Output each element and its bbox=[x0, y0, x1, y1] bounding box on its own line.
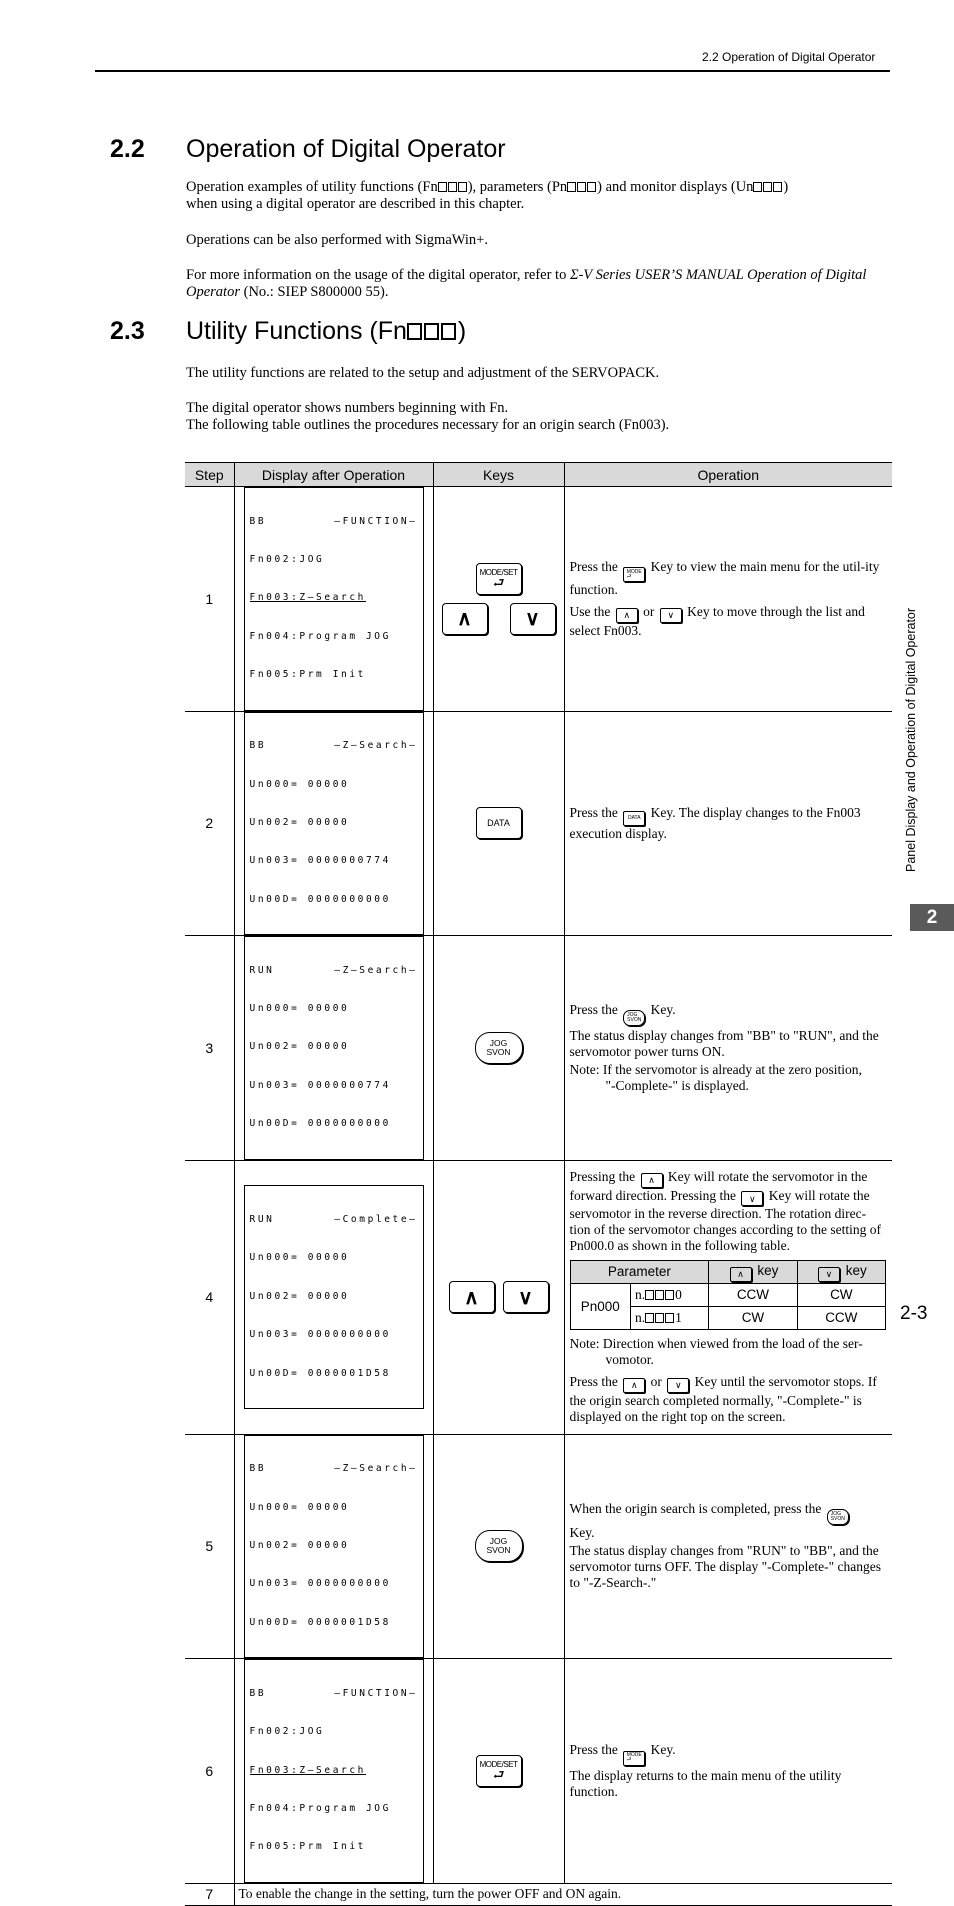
subtable-header-parameter: Parameter bbox=[570, 1261, 709, 1284]
param-value: n. 0 bbox=[630, 1284, 708, 1307]
up-key-icon: ∧ bbox=[616, 608, 638, 623]
operation-text: To enable the change in the setting, turn the power OFF and ON again. bbox=[234, 1883, 892, 1905]
mode-set-key-icon: MODE ⮐ bbox=[623, 1751, 645, 1766]
down-key-icon: ∨ bbox=[667, 1378, 689, 1393]
table-row-step-1 bbox=[185, 487, 892, 712]
up-direction: CW bbox=[709, 1307, 797, 1330]
running-header: 2.2 Operation of Digital Operator bbox=[702, 50, 876, 64]
mode-set-key-icon: MODE ⮐ bbox=[623, 567, 645, 582]
step-number: 2 bbox=[185, 711, 234, 936]
table-row-step-4 bbox=[185, 1160, 892, 1434]
subtable-header-down-key: ∨ key bbox=[797, 1261, 885, 1284]
subtable-param-name: Pn000 bbox=[570, 1284, 630, 1330]
up-key[interactable]: ∧ bbox=[449, 1281, 495, 1313]
data-key-icon: DATA bbox=[623, 811, 645, 826]
lcd-display: RUN –Z–Search– Un000= 00000 Un002= 00000 Un003= 0000000774 Un00D= 0000000000 bbox=[244, 936, 424, 1160]
up-key-icon: ∧ bbox=[641, 1173, 663, 1188]
table-row-step-3 bbox=[185, 936, 892, 1161]
operation-text: Press the MODE ⮐ Key to view the main menu for the util-ity function. Use the ∧ or ∨ Key to move through the list and select Fn003. bbox=[564, 487, 892, 712]
col-header-step: Step bbox=[185, 463, 234, 487]
section-2-3-paragraph-2: The digital operator shows numbers beginning with Fn. The following table outlines the procedures necessary for an origin search (Fn003). bbox=[186, 400, 670, 433]
operation-text: Press the JOG SVON Key. The status display changes from "BB" to "RUN", and the servomotor power turns ON. Note: If the servomotor is already at the zero position, "-Complete-" is displayed. bbox=[564, 936, 892, 1161]
header-rule bbox=[95, 70, 890, 72]
step-number: 7 bbox=[185, 1883, 234, 1905]
table-row-step-2 bbox=[185, 711, 892, 936]
table-header-row bbox=[185, 463, 892, 487]
subtable-header-up-key: ∧ key bbox=[709, 1261, 797, 1284]
up-key-icon: ∧ bbox=[623, 1378, 645, 1393]
down-key[interactable]: ∨ bbox=[510, 603, 556, 635]
jog-svon-key-icon: JOG SVON bbox=[827, 1509, 849, 1525]
col-header-keys: Keys bbox=[433, 463, 564, 487]
data-key[interactable]: DATA bbox=[476, 807, 522, 839]
rotation-direction-table bbox=[570, 1260, 887, 1330]
jog-svon-key[interactable]: JOG SVON bbox=[475, 1032, 523, 1064]
operation-text: Press the DATA Key. The display changes to the Fn003 execution display. bbox=[564, 711, 892, 936]
section-2-3-paragraph-1: The utility functions are related to the setup and adjustment of the SERVOPACK. bbox=[186, 365, 660, 381]
step-number: 4 bbox=[185, 1160, 234, 1434]
down-direction: CCW bbox=[797, 1307, 885, 1330]
table-row-step-5 bbox=[185, 1434, 892, 1659]
down-key[interactable]: ∨ bbox=[503, 1281, 549, 1313]
operation-text: When the origin search is completed, press the JOG SVON Key. The status display changes from "RUN" to "BB", and the servomotor turns OFF. The display "-Complete-" changes to "-Z-Search-." bbox=[564, 1434, 892, 1659]
table-row-step-6 bbox=[185, 1659, 892, 1884]
step-number: 1 bbox=[185, 487, 234, 712]
section-2-3-title: Utility Functions (Fn ) bbox=[186, 317, 467, 345]
subtable-header-row bbox=[570, 1261, 886, 1284]
step-number: 6 bbox=[185, 1659, 234, 1884]
down-direction: CW bbox=[797, 1284, 885, 1307]
lcd-display: BB –Z–Search– Un000= 00000 Un002= 00000 Un003= 0000000774 Un00D= 0000000000 bbox=[244, 712, 424, 936]
section-2-2-number: 2.2 bbox=[110, 135, 145, 163]
jog-svon-key-icon: JOG SVON bbox=[623, 1010, 645, 1026]
step-number: 5 bbox=[185, 1434, 234, 1659]
chapter-tab: 2 bbox=[910, 904, 954, 931]
down-key-icon: ∨ bbox=[660, 608, 682, 623]
col-header-operation: Operation bbox=[564, 463, 892, 487]
section-2-2-paragraph-1: Operation examples of utility functions (Fn ), parameters (Pn ) and monitor displays (Un ) when using a digital operator are described in this chapter. bbox=[186, 179, 789, 212]
origin-search-steps-table bbox=[185, 462, 892, 1906]
lcd-display: BB –FUNCTION– Fn002:JOG Fn003:Z–Search Fn004:Program JOG Fn005:Prm Init bbox=[244, 487, 424, 711]
down-key-icon: ∨ bbox=[741, 1191, 763, 1206]
section-2-3-number: 2.3 bbox=[110, 317, 145, 345]
operation-text: Pressing the ∧ Key will rotate the servomotor in the forward direction. Pressing the ∨ Key will rotate the servomotor in the reverse direction. The rotation direc-tion of the servomotor changes according to the setting of Pn000.0 as shown in the following table. Parameter ∧ key ∨ key Pn000 n. 0 CCW CW n. 1 CW CCW Note: Direction when viewed from the load of the ser- vomotor. Press the ∧ or ∨ Key until the servomotor stops. If the origin search completed normally, "-Complete-" is displayed on the right top on the screen. bbox=[564, 1160, 892, 1434]
up-direction: CCW bbox=[709, 1284, 797, 1307]
col-header-display: Display after Operation bbox=[234, 463, 433, 487]
operation-text: Press the MODE ⮐ Key. The display returns to the main menu of the utility function. bbox=[564, 1659, 892, 1884]
side-tab-label: Panel Display and Operation of Digital Operator bbox=[904, 607, 918, 872]
lcd-display: BB –FUNCTION– Fn002:JOG Fn003:Z–Search Fn004:Program JOG Fn005:Prm Init bbox=[244, 1659, 424, 1883]
mode-set-key[interactable]: MODE/SET ⮐ bbox=[476, 1755, 522, 1787]
param-value: n. 1 bbox=[630, 1307, 708, 1330]
jog-svon-key[interactable]: JOG SVON bbox=[475, 1530, 523, 1562]
lcd-display: BB –Z–Search– Un000= 00000 Un002= 00000 Un003= 0000000000 Un00D= 0000001D58 bbox=[244, 1435, 424, 1659]
lcd-display: RUN –Complete– Un000= 00000 Un002= 00000 Un003= 0000000000 Un00D= 0000001D58 bbox=[244, 1185, 424, 1409]
page-number: 2-3 bbox=[900, 1303, 928, 1324]
subtable-row bbox=[570, 1284, 886, 1307]
step-number: 3 bbox=[185, 936, 234, 1161]
mode-set-key[interactable]: MODE/SET ⮐ bbox=[476, 563, 522, 595]
section-2-2-paragraph-3: For more information on the usage of the digital operator, refer to Σ-V Series USER’S MANUAL Operation of Digital Operator (No.: SIEP S800000 55). bbox=[186, 267, 867, 300]
up-key[interactable]: ∧ bbox=[442, 603, 488, 635]
section-2-2-paragraph-2: Operations can be also performed with SigmaWin+. bbox=[186, 232, 488, 248]
section-2-2-title: Operation of Digital Operator bbox=[186, 135, 506, 163]
manual-reference: Σ-V Series USER’S MANUAL Operation of Digital Operator bbox=[186, 267, 867, 300]
table-row-step-7 bbox=[185, 1883, 892, 1905]
